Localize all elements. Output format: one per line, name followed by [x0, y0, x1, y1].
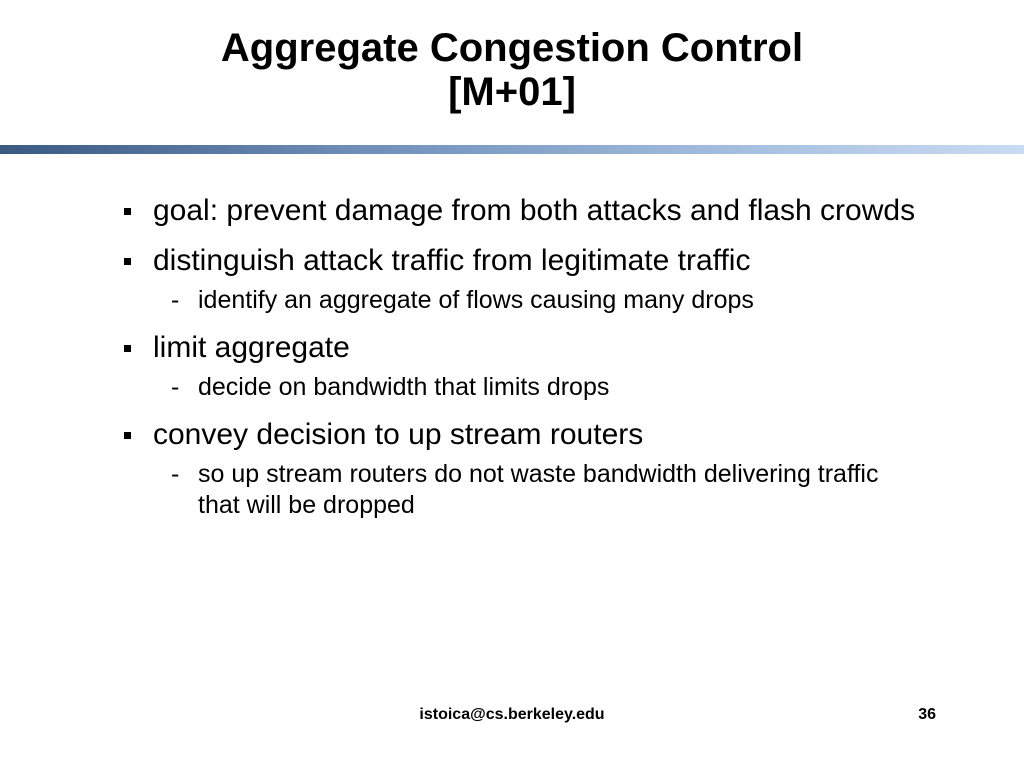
bullet-item: [120, 243, 920, 316]
dash-bullet-icon: -: [171, 373, 180, 401]
slide-title-line-1: Aggregate Congestion Control: [220, 26, 804, 70]
title-divider: [0, 145, 1024, 154]
square-bullet-icon: [124, 208, 131, 215]
slide-title: [0, 26, 1024, 114]
sub-bullet-item: [153, 372, 920, 403]
bullet-item: [120, 330, 920, 403]
sub-bullet-list: [153, 459, 920, 521]
bullet-text: convey decision to up stream routers: [153, 418, 644, 451]
square-bullet-icon: [124, 258, 131, 265]
sub-bullet-text: identify an aggregate of flows causing many drops: [198, 286, 754, 314]
bullet-item: [120, 417, 920, 521]
bullet-text: distinguish attack traffic from legitimate traffic: [153, 244, 751, 277]
footer-email: istoica@cs.berkeley.edu: [419, 706, 605, 723]
sub-bullet-item: [153, 459, 920, 521]
square-bullet-icon: [124, 345, 131, 352]
bullet-text: goal: prevent damage from both attacks and flash crowds: [153, 194, 916, 227]
bullet-text: limit aggregate: [153, 331, 350, 364]
sub-bullet-text: so up stream routers do not waste bandwidth delivering traffic that will be dropped: [198, 460, 879, 519]
square-bullet-icon: [124, 432, 131, 439]
sub-bullet-list: [153, 372, 920, 403]
sub-bullet-item: [153, 285, 920, 316]
bullet-list: [120, 193, 920, 535]
dash-bullet-icon: -: [171, 286, 180, 314]
slide-title-line-2: [M+01]: [448, 70, 576, 114]
sub-bullet-text: decide on bandwidth that limits drops: [198, 373, 610, 401]
bullet-item: [120, 193, 920, 229]
sub-bullet-list: [153, 285, 920, 316]
page-number: 36: [918, 706, 936, 723]
dash-bullet-icon: -: [171, 460, 180, 488]
